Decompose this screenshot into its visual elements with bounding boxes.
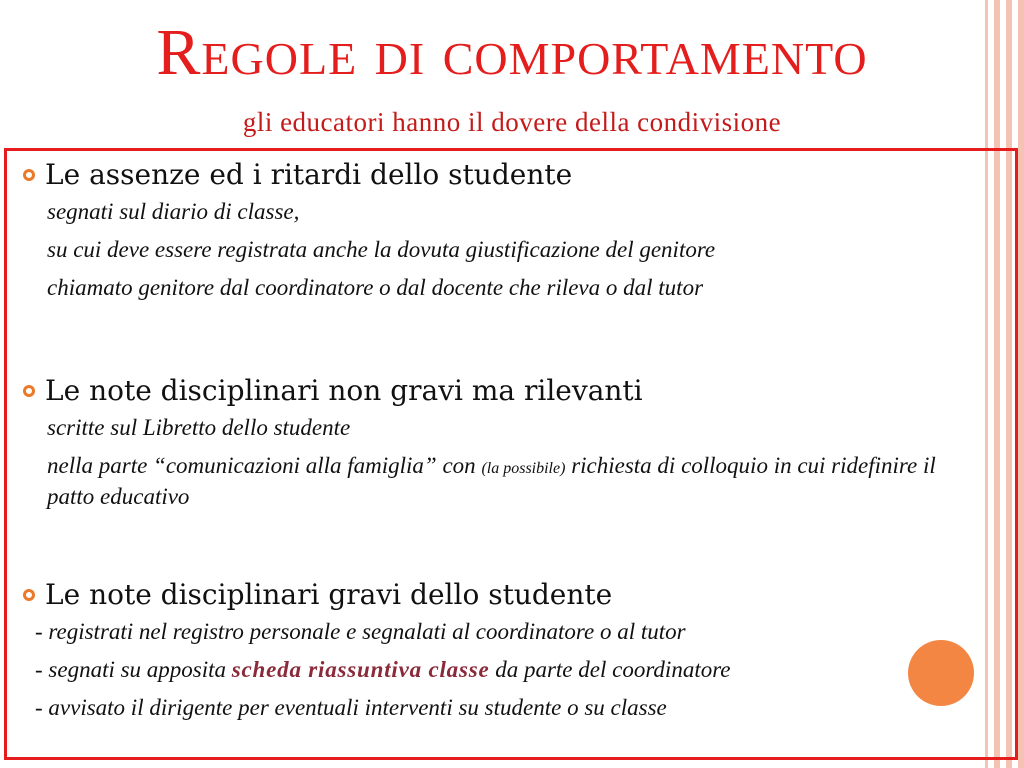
section-heading: Le assenze ed i ritardi dello studente [45, 158, 573, 191]
section-heading-row [23, 373, 977, 409]
section-line: scritte sul Libretto dello studente [47, 415, 351, 440]
section-heading-row [23, 577, 731, 613]
bullet-icon [23, 589, 35, 601]
section-line: - avvisato il dirigente per eventuali interventi su studente o su classe [35, 695, 667, 720]
section-line [23, 651, 731, 689]
section-heading: Le note disciplinari gravi dello studente [45, 578, 613, 611]
line-text: richiesta di colloquio in cui ridefinire il patto educativo [47, 453, 936, 509]
section-assenze [23, 157, 715, 307]
bullet-icon [23, 169, 35, 181]
slide-title: Regole di comportamento [156, 16, 868, 89]
section-line: chiamato genitore dal coordinatore o dal docente che rileva o dal tutor [47, 275, 704, 300]
section-heading: Le note disciplinari non gravi ma rilevanti [45, 374, 643, 407]
decorative-circle [908, 640, 974, 706]
bullet-icon [23, 385, 35, 397]
section-line: su cui deve essere registrata anche la dovuta giustificazione del genitore [47, 237, 716, 262]
section-note-non-gravi [23, 373, 977, 511]
emphasis-text: scheda riassuntiva classe [231, 657, 490, 682]
line-text: nella parte “comunicazioni alla famiglia” con [47, 453, 476, 478]
line-text: - segnati su apposita [35, 657, 227, 682]
section-line: - registrati nel registro personale e segnalati al coordinatore o al tutor [35, 619, 686, 644]
slide-subtitle: gli educatori hanno il dovere della condivisione [242, 107, 782, 137]
section-note-gravi [23, 577, 731, 727]
section-heading-row [23, 157, 715, 193]
section-line [23, 452, 977, 511]
content-frame [4, 148, 1018, 760]
line-text: da parte del coordinatore [495, 657, 731, 682]
line-text-small: (la possibile) [481, 460, 566, 477]
section-line: segnati sul diario di classe, [47, 199, 300, 224]
